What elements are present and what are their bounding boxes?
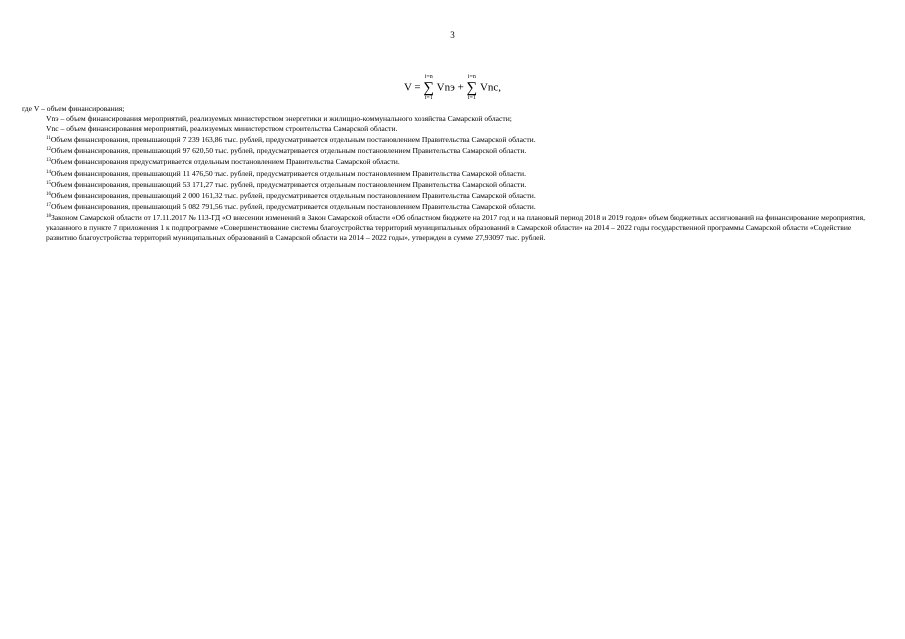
legend-intro: где V – объем финансирования; <box>22 104 125 113</box>
footnote-text: Объем финансирования, превышающий 97 620,50 тыс. рублей, предусматривается отдельным постановлением Правительства Самарской области. <box>51 146 527 156</box>
footnote <box>22 212 884 243</box>
sum-sign: i=n ∑ i=1 <box>466 74 478 101</box>
footnote-number: 11 <box>46 136 51 142</box>
footnote-text: Законом Самарской области от 17.11.2017 № 113-ГД «О внесении изменений в Закон Самарской области «Об областном бюджете на 2017 год и на плановый период 2018 и 2019 годов» объем бюджетных ассигнований на финансирование мероприятия, указанного в пункте 7 приложения 1 к подпрограмме «Совершенствование системы благоустройства территорий муниципальных образований в Самарской области» на 2014 – 2022 годы государственной программы Самарской области «Содействие развитию благоустройства территорий муниципальных образований в Самарской области на 2014 – 2022 годы», утвержден в сумме 27,93097 тыс. рублей. <box>46 212 865 243</box>
footnote <box>22 156 884 167</box>
footnote-number: 18 <box>46 213 51 219</box>
footnote-number: 16 <box>46 191 51 197</box>
sum-sign: i=n ∑ i=1 <box>423 74 435 101</box>
formula-lhs: V = <box>403 81 421 94</box>
footnote-text: Объем финансирования, превышающий 53 171,27 тыс. рублей, предусматривается отдельным постановлением Правительства Самарской области. <box>51 179 527 189</box>
formula-term: Vnc, <box>479 81 502 94</box>
financing-formula <box>0 74 905 102</box>
formula-term: Vnэ + <box>436 81 464 94</box>
footnote-text: Объем финансирования, превышающий 11 476,50 тыс. рублей, предусматривается отдельным постановлением Правительства Самарской области. <box>51 168 526 178</box>
footnote <box>22 168 884 179</box>
footnote-number: 13 <box>46 158 51 164</box>
footnote <box>22 201 884 212</box>
footnotes-block <box>22 104 884 243</box>
footnote-text: Объем финансирования, превышающий 5 082 791,56 тыс. рублей, предусматривается отдельным постановлением Правительства Самарской области. <box>51 201 536 211</box>
footnote-text: Объем финансирования предусматривается отдельным постановлением Правительства Самарской области. <box>51 157 400 167</box>
footnote <box>22 145 884 156</box>
footnote-number: 15 <box>46 180 51 186</box>
footnote-text: Объем финансирования, превышающий 7 239 163,86 тыс. рублей, предусматривается отдельным постановлением Правительства Самарской области. <box>50 135 536 145</box>
footnote-number: 17 <box>46 202 51 208</box>
footnote-list <box>22 134 884 243</box>
page-number: 3 <box>450 30 455 40</box>
legend-v-ne: Vnэ – объем финансирования мероприятий, реализуемых министерством энергетики и жилищно-коммунального хозяйства Самарской области; <box>46 114 512 124</box>
footnote <box>22 134 884 145</box>
footnote <box>22 190 884 201</box>
footnote-number: 14 <box>46 169 51 175</box>
footnote <box>22 179 884 190</box>
footnote-number: 12 <box>46 147 51 153</box>
legend-v-nc: Vnс – объем финансирования мероприятий, реализуемых министерством строительства Самарской области. <box>46 124 398 134</box>
footnote-text: Объем финансирования, превышающий 2 000 161,32 тыс. рублей, предусматривается отдельным постановлением Правительства Самарской области. <box>51 190 536 200</box>
